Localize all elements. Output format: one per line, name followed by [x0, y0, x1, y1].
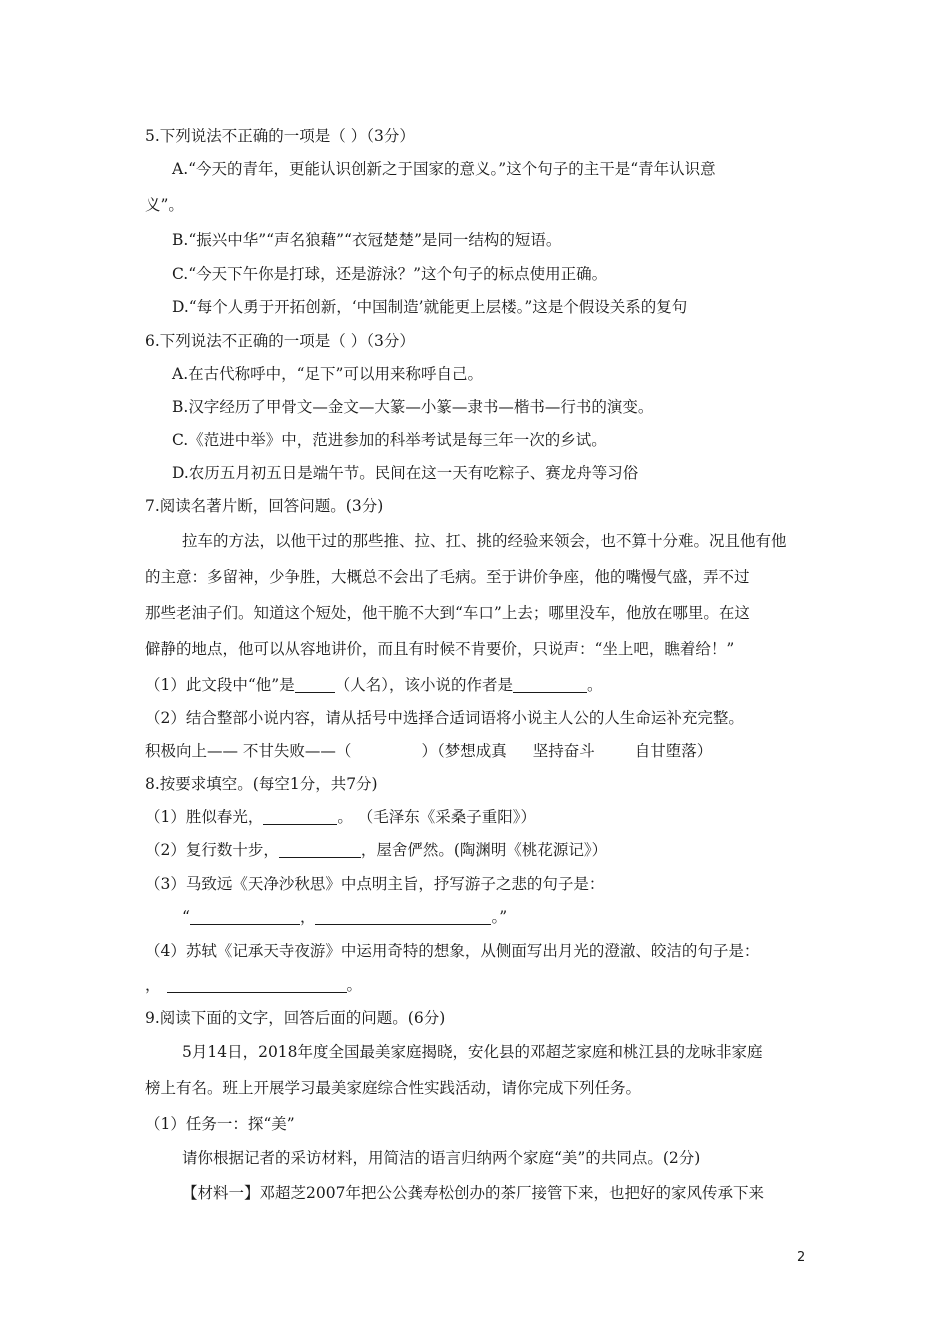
q7-blank-author[interactable] [513, 676, 587, 693]
q8-sub1 [145, 806, 810, 828]
q7-sub3-text-b: ）（梦想成真 [421, 742, 507, 760]
q7-sub3 [145, 740, 810, 762]
page-number: 2 [797, 1250, 806, 1265]
q8-sub3: （3）马致远《天净沙秋思》中点明主旨，抒写游子之悲的句子是： [145, 875, 605, 893]
q8-sub4-comma: ， [145, 976, 161, 994]
q9-stem: 9.阅读下面的文字，回答后面的问题。(6分) [145, 1009, 446, 1027]
q7-sub1-text-a: （1）此文段中“他”是 [145, 676, 295, 694]
q8-sub4-period: 。 [346, 976, 363, 994]
q9-task1: （1）任务一：探“美” [145, 1115, 295, 1133]
q8-blank-4[interactable] [315, 908, 491, 925]
q7-sub2: （2）结合整部小说内容，请从括号中选择合适词语将小说主人公的人生命运补充完整。 [145, 709, 744, 727]
q6-option-b: B.汉字经历了甲骨文—金文—大篆—小篆—隶书—楷书—行书的演变。 [172, 398, 654, 416]
q8-sub2 [145, 839, 810, 861]
q5-option-a-line2: 义”。 [145, 196, 184, 214]
q5-option-b: B.“振兴中华”“声名狼藉”“衣冠楚楚”是同一结构的短语。 [172, 231, 562, 249]
q7-sub1-text-c: 。 [586, 676, 603, 694]
q7-choice-2: 坚持奋斗 [532, 742, 595, 760]
q9-task1-question: 请你根据记者的采访材料，用简洁的语言归纳两个家庭“美”的共同点。(2分) [182, 1149, 701, 1167]
q7-passage-line4: 僻静的地点，他可以从容地讲价，而且有时候不肯要价，只说声：“坐上吧，瞧着给！” [145, 640, 735, 658]
q8-sub3-open-quote: “ [182, 908, 190, 926]
q8-blank-1[interactable] [263, 808, 337, 825]
q7-passage-line1: 拉车的方法，以他干过的那些推、拉、扛、挑的经验来领会，也不算十分难。况且他有他 [182, 532, 787, 550]
q6-option-d: D.农历五月初五日是端午节。民间在这一天有吃粽子、赛龙舟等习俗 [172, 464, 639, 482]
q5-option-d: D.“每个人勇于开拓创新，‘中国制造’就能更上层楼。”这是个假设关系的复句 [172, 298, 688, 316]
q7-sub3-text-a: 积极向上—— 不甘失败——（ [145, 742, 352, 760]
q9-material1: 【材料一】邓超芝2007年把公公龚寿松创办的茶厂接管下来，也把好的家风传承下来 [182, 1184, 764, 1202]
q6-option-c: C.《范进中举》中，范进参加的科举考试是每三年一次的乡试。 [172, 431, 607, 449]
q7-blank-name[interactable] [295, 676, 335, 693]
q8-blank-5[interactable] [167, 976, 347, 993]
q8-blank-2[interactable] [279, 841, 361, 858]
q7-passage-line2: 的主意：多留神，少争胜，大概总不会出了毛病。至于讲价争座，他的嘴慢气盛，弄不过 [145, 568, 750, 586]
q7-sub1-text-b: （人名），该小说的作者是 [334, 676, 513, 694]
q8-sub4: （4）苏轼《记承天寺夜游》中运用奇特的想象，从侧面写出月光的澄澈、皎洁的句子是： [145, 942, 760, 960]
q8-sub3-answer [182, 906, 810, 928]
q9-passage-line2: 榜上有名。班上开展学习最美家庭综合性实践活动，请你完成下列任务。 [145, 1079, 642, 1097]
q8-sub2-text-a: （2）复行数十步， [145, 841, 279, 859]
q5-option-c: C.“今天下午你是打球，还是游泳？”这个句子的标点使用正确。 [172, 265, 608, 283]
q8-sub1-text-a: （1）胜似春光， [145, 808, 264, 826]
q7-passage-line3: 那些老油子们。知道这个短处，他干脆不大到“车口”上去；哪里没车，他放在哪里。在这 [145, 604, 750, 622]
q8-sub2-text-b: ，屋舍俨然。(陶渊明《桃花源记》） [360, 841, 608, 859]
q7-stem: 7.阅读名著片断，回答问题。(3分) [145, 497, 384, 515]
q8-sub3-close-quote: 。” [491, 908, 508, 926]
q8-sub4-answer [145, 974, 810, 996]
q5-stem: 5.下列说法不正确的一项是（ ）（3分） [145, 127, 415, 145]
q6-stem: 6.下列说法不正确的一项是（ ）（3分） [145, 332, 415, 350]
q8-sub3-comma: ， [299, 908, 316, 926]
q8-blank-3[interactable] [190, 908, 300, 925]
q9-passage-line1: 5月14日，2018年度全国最美家庭揭晓，安化县的邓超芝家庭和桃江县的龙咏非家庭 [182, 1043, 763, 1061]
q6-option-a: A.在古代称呼中，“足下”可以用来称呼自己。 [172, 365, 483, 383]
q8-sub1-text-b: 。 （毛泽东《采桑子重阳》） [337, 808, 537, 826]
q5-option-a-line1: A.“今天的青年，更能认识创新之于国家的意义。”这个句子的主干是“青年认识意 [172, 160, 716, 178]
q7-choice-3: 自甘堕落） [634, 742, 713, 760]
q8-stem: 8.按要求填空。(每空1分，共7分) [145, 775, 378, 793]
q7-sub1 [145, 674, 810, 696]
